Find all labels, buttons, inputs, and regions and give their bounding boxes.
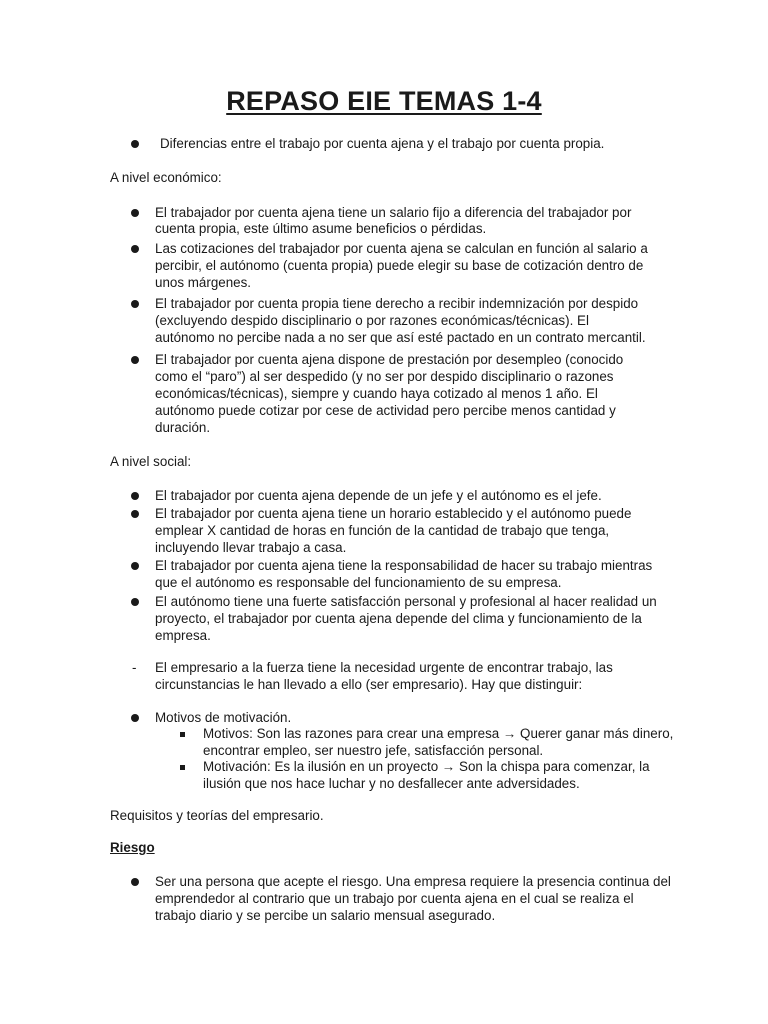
economic-item-1-line-2: cuenta propia, este último asume beneficios o pérdidas. — [155, 221, 487, 236]
economic-heading: A nivel económico: — [110, 170, 222, 185]
page-title: REPASO EIE TEMAS 1-4 — [226, 86, 542, 116]
motivos-sub-2-line-2: ilusión que nos hace luchar y no desfallecer ante adversidades. — [203, 776, 580, 791]
economic-item-4-line-1: El trabajador por cuenta ajena dispone de prestación por desempleo (conocido — [155, 352, 624, 367]
riesgo-item-line-3: trabajo diario y se percibe un salario mensual asegurado. — [155, 908, 496, 923]
square-bullet-icon — [180, 732, 185, 737]
motivos-label: Motivos de motivación. — [155, 710, 292, 725]
social-item-2-line-2: emplear X cantidad de horas en función de la cantidad de trabajo que tenga, — [155, 523, 610, 538]
bullet-icon — [131, 562, 139, 570]
motivos-sub-2-line-1: Motivación: Es la ilusión en un proyecto → Son la chispa para comenzar, la — [203, 759, 650, 774]
economic-item-4-line-3: económicas/técnicas), siempre y cuando haya cotizado al menos 1 año. El — [155, 386, 598, 401]
bullet-icon — [131, 300, 139, 308]
bullet-icon — [131, 140, 139, 148]
intro-bullet-text: Diferencias entre el trabajo por cuenta ajena y el trabajo por cuenta propia. — [160, 136, 605, 151]
bullet-icon — [131, 492, 139, 500]
bullet-icon — [131, 209, 139, 217]
dash-marker: - — [132, 660, 137, 675]
bullet-icon — [131, 714, 139, 722]
dash-item-line-1: El empresario a la fuerza tiene la necesidad urgente de encontrar trabajo, las — [155, 660, 613, 675]
dash-item-line-2: circunstancias le han llevado a ello (ser empresario). Hay que distinguir: — [155, 677, 583, 692]
social-heading: A nivel social: — [110, 454, 192, 469]
economic-item-2-line-1: Las cotizaciones del trabajador por cuenta ajena se calculan en función al salario a — [155, 241, 648, 256]
economic-item-4-line-2: como el “paro”) al ser despedido (y no ser por despido disciplinario o razones — [155, 369, 614, 384]
social-item-4-line-3: empresa. — [155, 628, 211, 643]
bullet-icon — [131, 245, 139, 253]
motivos-sub-1-line-1: Motivos: Son las razones para crear una empresa → Querer ganar más dinero, — [203, 726, 674, 741]
social-item-4-line-2: proyecto, el trabajador por cuenta ajena depende del clima y funcionamiento de la — [155, 611, 642, 626]
economic-item-3-line-1: El trabajador por cuenta propia tiene derecho a recibir indemnización por despido — [155, 296, 639, 311]
economic-item-1-line-1: El trabajador por cuenta ajena tiene un salario fijo a diferencia del trabajador por — [155, 205, 632, 220]
economic-item-4-line-5: duración. — [155, 420, 211, 435]
social-item-1-line-1: El trabajador por cuenta ajena depende de un jefe y el autónomo es el jefe. — [155, 488, 602, 503]
social-item-4-line-1: El autónomo tiene una fuerte satisfacción personal y profesional al hacer realidad un — [155, 594, 657, 609]
riesgo-item-line-2: emprendedor al contrario que un trabajo por cuenta ajena en el cual se realiza el — [155, 891, 634, 906]
social-item-3-line-2: que el autónomo es responsable del funcionamiento de su empresa. — [155, 575, 562, 590]
riesgo-heading: Riesgo — [110, 840, 155, 855]
economic-item-3-line-3: autónomo no percibe nada a no ser que así esté pactado en un contrato mercantil. — [155, 330, 646, 345]
social-item-3-line-1: El trabajador por cuenta ajena tiene la responsabilidad de hacer su trabajo mientras — [155, 558, 653, 573]
square-bullet-icon — [180, 765, 185, 770]
economic-item-2-line-3: unos márgenes. — [155, 275, 252, 290]
social-item-2-line-3: incluyendo llevar trabajo a casa. — [155, 540, 347, 555]
economic-item-4-line-4: autónomo puede cotizar por cese de actividad pero percibe menos cantidad y — [155, 403, 616, 418]
economic-item-2-line-2: percibir, el autónomo (cuenta propia) puede elegir su base de cotización dentro de — [155, 258, 644, 273]
bullet-icon — [131, 356, 139, 364]
bullet-icon — [131, 510, 139, 518]
economic-item-3-line-2: (excluyendo despido disciplinario o por razones económicas/técnicas). El — [155, 313, 589, 328]
bullet-icon — [131, 878, 139, 886]
social-item-2-line-1: El trabajador por cuenta ajena tiene un horario establecido y el autónomo puede — [155, 506, 632, 521]
bullet-icon — [131, 598, 139, 606]
motivos-sub-1-line-2: encontrar empleo, ser nuestro jefe, satisfacción personal. — [203, 743, 544, 758]
requisitos-text: Requisitos y teorías del empresario. — [110, 808, 324, 823]
riesgo-item-line-1: Ser una persona que acepte el riesgo. Una empresa requiere la presencia continua del — [155, 874, 671, 889]
